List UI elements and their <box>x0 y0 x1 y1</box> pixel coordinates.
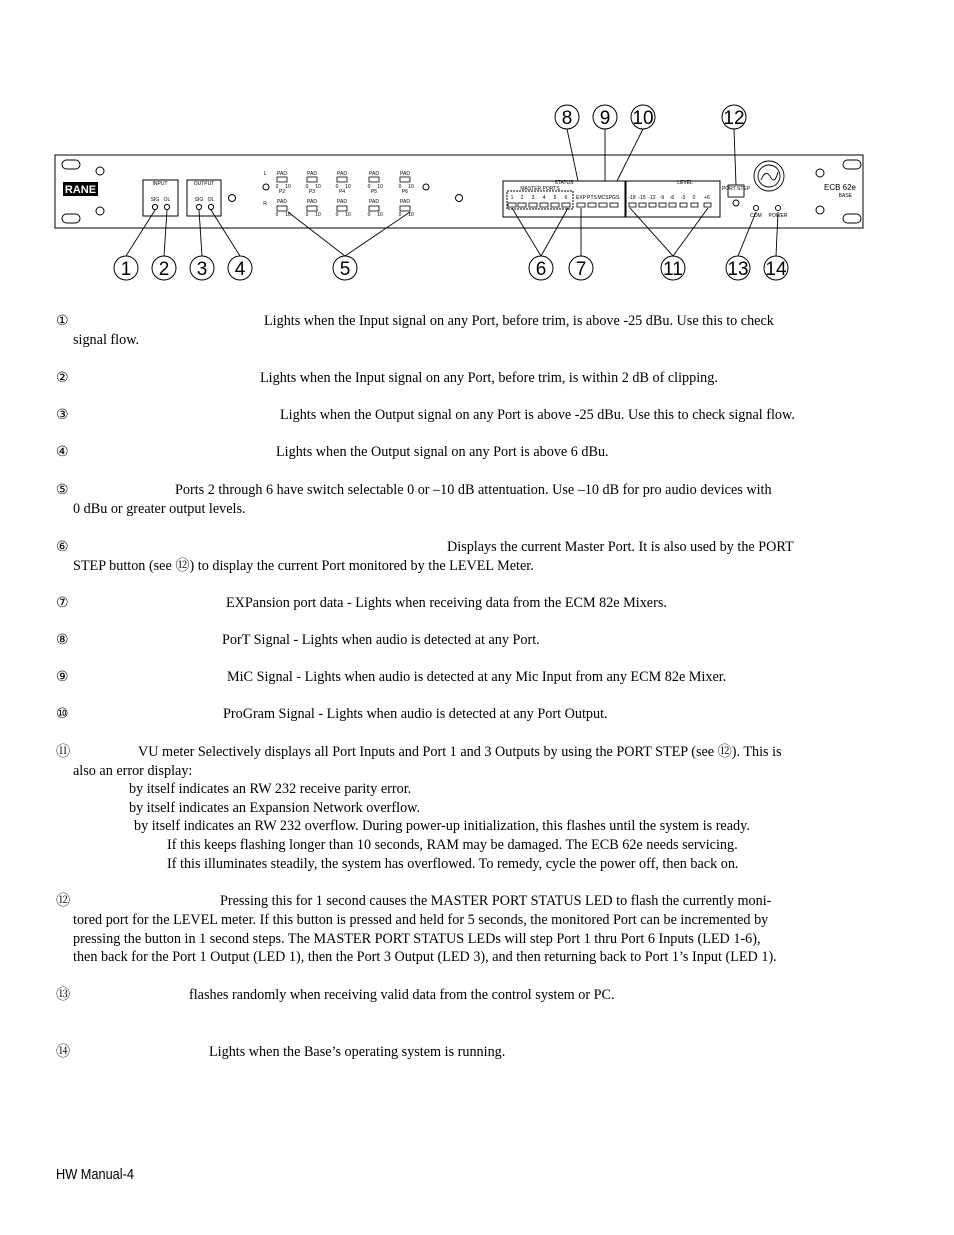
item-text: MiC Signal - Lights when audio is detected at any Mic Input from any ECM 82e Mixer. <box>227 669 727 685</box>
item-text: Pressing this for 1 second causes the MASTER PORT STATUS LED to flash the currently moni- <box>220 893 772 909</box>
pad-value-0: 0 <box>335 212 339 218</box>
item-text: Lights when the Input signal on any Port, before trim, is above -25 dBu. Use this to check <box>264 313 774 329</box>
input-ol-led <box>164 204 169 209</box>
pad-label: PAD <box>277 199 287 205</box>
item-number: ⑤ <box>56 482 69 498</box>
input-sig-label: SIG <box>150 197 160 203</box>
master-ports-label: MASTER PORTS <box>520 186 560 192</box>
pad-value-0: 0 <box>275 184 279 190</box>
pad-label: PAD <box>307 199 317 205</box>
callout-3: 3 <box>196 259 208 280</box>
input-label: INPUT <box>152 181 168 187</box>
pad-label: PAD <box>400 199 410 205</box>
item-number: ① <box>56 313 69 329</box>
status-code-exp: EXP <box>575 195 587 201</box>
status-code-pgs: PGS <box>608 195 620 201</box>
item-number: ② <box>56 370 69 386</box>
callout-12: 12 <box>723 108 745 129</box>
pad-value-0: 0 <box>335 184 339 190</box>
pad-value-10: 10 <box>285 184 291 190</box>
pad-value-10: 10 <box>345 184 351 190</box>
item-number: ⑪ <box>56 744 71 760</box>
callout-14: 14 <box>765 259 787 280</box>
pad-value-0: 0 <box>275 212 279 218</box>
pad-value-0: 0 <box>367 184 371 190</box>
input-sig-led <box>152 204 157 209</box>
pad-value-0: 0 <box>305 212 309 218</box>
master-port-number-4: 4 <box>542 195 546 201</box>
master-port-number-2: 2 <box>520 195 524 201</box>
port-step-label: PORT STEP <box>721 186 751 192</box>
master-port-number-1: 1 <box>510 195 514 201</box>
output-sig-label: SIG <box>194 197 204 203</box>
pad-value-10: 10 <box>408 212 414 218</box>
port-step-button <box>733 200 739 206</box>
pad-value-10: 10 <box>315 212 321 218</box>
callout-8: 8 <box>561 108 573 129</box>
level-scale-tick: +6 <box>704 195 710 201</box>
item-text: Lights when the Output signal on any Port is above 6 dBu. <box>276 444 609 460</box>
callout-1: 1 <box>120 259 132 280</box>
item-number: ⑥ <box>56 539 69 555</box>
item-text: VU meter Selectively displays all Port Inputs and Port 1 and 3 Outputs by using the PORT STEP (see ⑫). This is <box>138 744 782 760</box>
output-ol-led <box>208 204 213 209</box>
error-display-line: by itself indicates an Expansion Network overflow. <box>129 800 421 816</box>
front-panel-diagram <box>0 0 954 300</box>
model-sub: BASE <box>838 193 852 199</box>
item-number: ⑬ <box>56 987 71 1003</box>
callout-5: 5 <box>339 259 351 280</box>
item-text: Lights when the Output signal on any Port is above -25 dBu. Use this to check signal flow. <box>280 407 795 423</box>
item-text-continued: signal flow. <box>73 331 140 348</box>
callout-9: 9 <box>599 108 611 129</box>
level-scale-tick: -18 <box>628 195 636 201</box>
item-text: flashes randomly when receiving valid data from the control system or PC. <box>189 987 615 1003</box>
rane-logo: RANE <box>64 184 97 196</box>
item-number: ⑧ <box>56 632 69 648</box>
callout-7: 7 <box>575 259 587 280</box>
output-sig-led <box>196 204 201 209</box>
channel-left-label: L <box>263 171 267 177</box>
pad-value-10: 10 <box>408 184 414 190</box>
input-ol-label: OL <box>163 197 171 203</box>
pad-label: PAD <box>337 171 347 177</box>
item-text-continued: then back for the Port 1 Output (LED 1), then the Port 3 Output (LED 3), and then returning back to Port 1’s Input (LED 1). <box>73 949 777 966</box>
level-scale-tick: -15 <box>638 195 646 201</box>
pad-port-p3: P3 <box>308 189 316 195</box>
pad-port-p2: P2 <box>278 189 286 195</box>
pad-label: PAD <box>400 171 410 177</box>
pad-value-10: 10 <box>345 212 351 218</box>
callout-11: 11 <box>663 259 683 280</box>
pad-value-10: 10 <box>285 212 291 218</box>
item-text: EXPansion port data - Lights when receiving data from the ECM 82e Mixers. <box>226 595 667 611</box>
item-text: ProGram Signal - Lights when audio is detected at any Port Output. <box>223 706 608 722</box>
pad-label: PAD <box>369 199 379 205</box>
callout-4: 4 <box>234 259 246 280</box>
callout-6: 6 <box>535 259 547 280</box>
master-port-number-3: 3 <box>531 195 535 201</box>
output-ol-label: OL <box>207 197 215 203</box>
pad-value-10: 10 <box>315 184 321 190</box>
channel-right-label: R <box>263 201 267 207</box>
pad-value-0: 0 <box>367 212 371 218</box>
item-text-continued: also an error display: <box>73 762 193 779</box>
level-scale-tick: -3 <box>680 195 686 201</box>
pad-value-10: 10 <box>377 184 383 190</box>
item-number: ⑦ <box>56 595 69 611</box>
status-label: STATUS <box>554 180 574 186</box>
status-code-mcs: MCS <box>597 195 609 201</box>
master-port-number-5: 5 <box>553 195 557 201</box>
level-scale-tick: -6 <box>669 195 675 201</box>
item-text-continued: STEP button (see ⑫) to display the current Port monitored by the LEVEL Meter. <box>73 557 534 574</box>
page-footer: HW Manual-4 <box>56 1166 134 1183</box>
error-display-line: If this illuminates steadily, the system has overflowed. To remedy, cycle the power off, then back on. <box>167 856 739 872</box>
item-text-continued: pressing the button in 1 second steps. The MASTER PORT STATUS LEDs will step Port 1 thru Port 6 Inputs (LED 1-6), <box>73 930 761 947</box>
level-scale-tick: -12 <box>648 195 656 201</box>
level-scale-tick: -9 <box>659 195 665 201</box>
pad-value-0: 0 <box>305 184 309 190</box>
pad-port-p4: P4 <box>338 189 346 195</box>
item-text: Displays the current Master Port. It is also used by the PORT <box>447 539 794 555</box>
status-code-pts: PTS <box>587 195 597 201</box>
item-text: Ports 2 through 6 have switch selectable 0 or –10 dB attentuation. Use –10 dB for pro audio devices with <box>175 482 772 498</box>
master-port-number-6: 6 <box>564 195 568 201</box>
item-text-continued: 0 dBu or greater output levels. <box>73 500 246 517</box>
com-led <box>753 205 758 210</box>
callout-2: 2 <box>158 259 170 280</box>
pad-value-0: 0 <box>398 184 402 190</box>
level-label: LEVEL <box>677 180 693 186</box>
item-text: PorT Signal - Lights when audio is detected at any Port. <box>222 632 540 648</box>
error-display-line: by itself indicates an RW 232 receive parity error. <box>129 781 412 797</box>
item-text-continued: tored port for the LEVEL meter. If this button is pressed and held for 5 seconds, the monitored Port can be incremented by <box>73 911 769 928</box>
error-display-line: by itself indicates an RW 232 overflow. During power-up initialization, this flashes until the system is ready. <box>134 818 750 834</box>
pad-value-0: 0 <box>398 212 402 218</box>
pad-label: PAD <box>369 171 379 177</box>
callout-13: 13 <box>727 259 749 280</box>
level-scale-tick: 0 <box>692 195 696 201</box>
item-text: Lights when the Input signal on any Port, before trim, is within 2 dB of clipping. <box>260 370 718 386</box>
item-number: ③ <box>56 407 69 423</box>
rane-logo-seal <box>754 161 784 191</box>
item-number: ⑨ <box>56 669 69 685</box>
power-led <box>775 205 780 210</box>
pad-port-p6: P6 <box>401 189 409 195</box>
error-display-line: If this keeps flashing longer than 10 seconds, RAM may be damaged. The ECB 62e needs servicing. <box>167 837 738 853</box>
pad-port-p5: P5 <box>370 189 378 195</box>
item-number: ④ <box>56 444 69 460</box>
com-label: COM <box>750 213 762 219</box>
model-name: ECB 62e <box>823 183 857 192</box>
item-number: ⑩ <box>56 706 69 722</box>
pad-label: PAD <box>307 171 317 177</box>
output-label: OUTPUT <box>193 181 215 187</box>
item-number: ⑭ <box>56 1044 71 1060</box>
pad-label: PAD <box>337 199 347 205</box>
item-text: Lights when the Base’s operating system is running. <box>209 1044 506 1060</box>
pad-value-10: 10 <box>377 212 383 218</box>
item-number: ⑫ <box>56 893 71 909</box>
power-label: POWER <box>768 213 788 219</box>
pad-label: PAD <box>277 171 287 177</box>
callout-10: 10 <box>632 108 654 129</box>
